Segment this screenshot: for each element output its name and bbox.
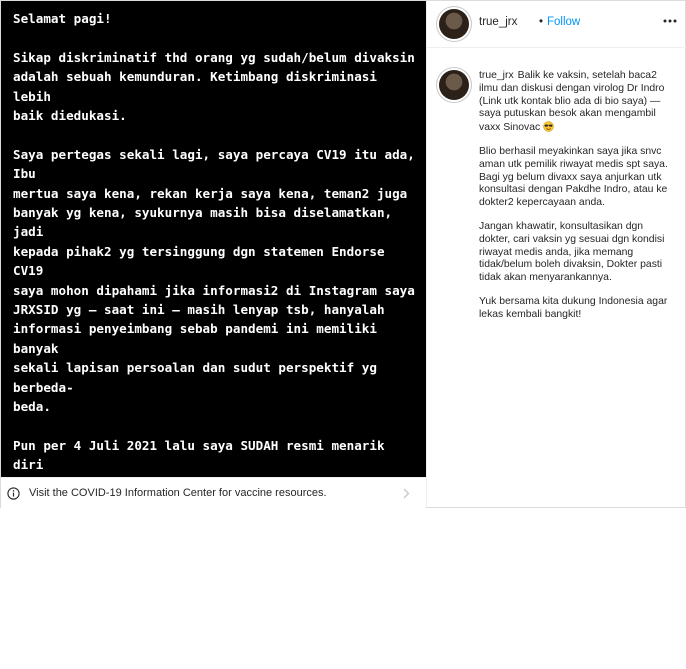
- covid-info-text: Visit the COVID-19 Information Center for vaccine resources.: [29, 487, 327, 499]
- caption-avatar[interactable]: [439, 70, 469, 100]
- covid-info-banner[interactable]: [1, 477, 426, 508]
- image-text-paragraph: Pun per 4 Juli 2021 lalu saya SUDAH resmi menarik diri: [13, 437, 385, 473]
- post-sidebar: [426, 1, 686, 507]
- image-text-paragraph: Saya pertegas sekali lagi, saya percaya CV19 itu ada, Ibu mertua saya kena, rekan kerja saya kena, teman2 juga banyak yg kena, syukurnya masih bisa diselamatkan, jadi kepada pihak2 yg tersinggung dgn statemen Endorse CV19 saya mohon dipahami jika informasi2 di Instagram saya JRXSID yg — saat ini — masih lenyap tsb, hanyalah informasi penyeimbang sebab pandemi ini memiliki banyak sekali lapisan persoalan dan sudut perspektif yg berbeda- beda.: [13, 146, 415, 415]
- post-caption: [479, 70, 675, 333]
- post-image-text: [13, 9, 418, 669]
- caption-paragraph: Yuk bersama kita dukung Indonesia agar lekas kembali bangkit!: [479, 295, 668, 320]
- post-header: [427, 1, 686, 48]
- follow-button[interactable]: Follow: [547, 16, 581, 28]
- header-username[interactable]: true_jrx: [479, 16, 518, 28]
- image-text-paragraph: Saya tidak pernah mengecilkan nilai nyawa siapapun, saya turut berduka atas semua korban CV19.: [13, 593, 400, 647]
- more-options-icon[interactable]: [663, 19, 677, 23]
- caption-username[interactable]: true_jrx: [479, 70, 514, 81]
- chevron-right-icon: [402, 488, 410, 499]
- info-icon: [7, 487, 20, 500]
- caption-text: Balik ke vaksin, setelah baca2 ilmu dan diskusi dengan virolog Dr Indro (Link utk kontak blio ada di bio saya) — saya putuskan besok akan mengambil vaxx Sinovac: [479, 70, 665, 134]
- separator-dot: •: [539, 16, 544, 28]
- image-text-paragraph: Sikap diskriminatif thd orang yg sudah/belum divaksin adalah sebuah kemunduran. Ketimbang diskriminasi lebih baik diedukasi.: [13, 49, 415, 124]
- image-text-paragraph: Selamat pagi!: [13, 11, 112, 26]
- avatar[interactable]: [439, 9, 469, 39]
- sunglasses-emoji-icon: [543, 121, 554, 132]
- caption-paragraph: [479, 70, 675, 135]
- caption-paragraph: Blio berhasil meyakinkan saya jika snvc aman utk pemilik riwayat medis spt saya. Bagi yg belum divaxx saya anjurkan utk konsultasi dengan Pakdhe Indro, atau ke dokter2 kepercayaan anda.: [479, 145, 668, 209]
- image-text-paragraph: Jangankan saya yg hanya Musisi, para Akademisi di Indonesia & negara besar lainnya juga tak sedikit yg memiliki pandangan berbeda dgn narasi populer.: [13, 515, 408, 570]
- caption-paragraph: Jangan khawatir, konsultasikan dgn dokter, cari vaksin yg sesuai dgn kondisi riwayat medis anda, jika memang tidak/belum boleh divaksin, Dokter pasti tidak akan menyarankannya.: [479, 220, 665, 284]
